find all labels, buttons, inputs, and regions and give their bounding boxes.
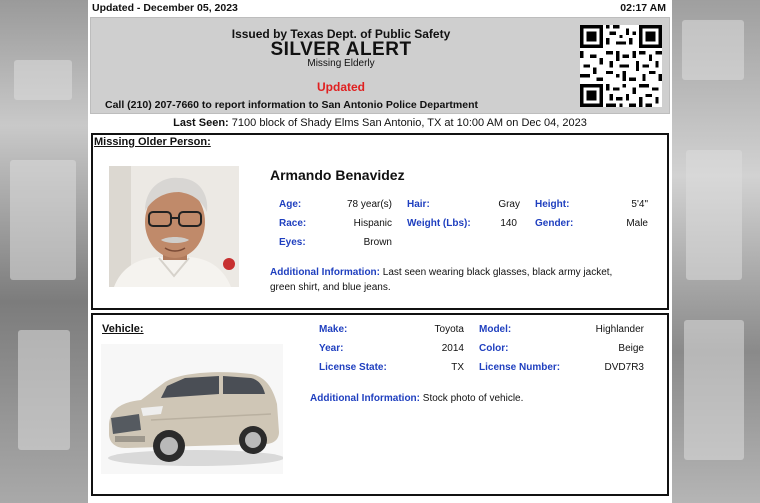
race-label: Race: [279, 218, 307, 229]
license-number-label: License Number: [479, 362, 561, 373]
qr-code-icon[interactable] [580, 25, 662, 107]
person-additional-text-1: Last seen wearing black glasses, black army jacket, [382, 267, 613, 278]
eyes-label: Eyes: [279, 237, 306, 248]
color-label: Color: [479, 343, 509, 354]
vehicle-photo [101, 344, 283, 474]
last-seen-line [88, 117, 672, 129]
vehicle-additional-label: Additional Information: [310, 393, 420, 404]
person-additional-text-2: green shirt, and blue jeans. [270, 282, 391, 293]
license-number-value: DVD7R3 [604, 362, 644, 373]
issued-by: Issued by Texas Dept. of Public Safety [231, 27, 451, 41]
last-seen-text: 7100 block of Shady Elms San Antonio, TX at 10:00 AM on Dec 04, 2023 [231, 117, 587, 129]
color-value: Beige [618, 343, 644, 354]
hair-value: Gray [498, 199, 520, 210]
person-name: Armando Benavidez [270, 167, 405, 183]
eyes-value: Brown [363, 237, 392, 248]
age-value: 78 year(s) [346, 199, 392, 210]
updated-date: Updated - December 05, 2023 [92, 2, 238, 14]
make-label: Make: [319, 324, 348, 335]
race-value: Hispanic [353, 218, 392, 229]
year-value: 2014 [441, 343, 464, 354]
alert-sheet [88, 0, 672, 503]
status-badge: Updated [317, 80, 365, 94]
blurred-background-right [672, 0, 760, 503]
missing-person-section-label: Missing Older Person: [94, 136, 211, 148]
call-info: Call (210) 207-7660 to report information to San Antonio Police Department [105, 99, 479, 111]
license-state-value: TX [451, 362, 464, 373]
license-state-label: License State: [319, 362, 387, 373]
age-label: Age: [279, 199, 302, 210]
alert-title: SILVER ALERT [270, 39, 412, 60]
last-seen-label: Last Seen: [173, 117, 229, 129]
gender-label: Gender: [535, 218, 574, 229]
hair-label: Hair: [407, 199, 430, 210]
missing-person-photo [109, 166, 239, 287]
vehicle-additional-text: Stock photo of vehicle. [422, 393, 524, 404]
model-value: Highlander [595, 324, 644, 335]
alert-header [90, 17, 670, 114]
weight-label: Weight (Lbs): [407, 218, 471, 229]
height-label: Height: [535, 199, 570, 210]
person-additional-info [270, 265, 650, 295]
year-label: Year: [319, 343, 344, 354]
person-additional-label: Additional Information: [270, 267, 380, 278]
updated-time: 02:17 AM [620, 2, 666, 14]
vehicle-additional-info [310, 391, 650, 406]
gender-value: Male [626, 218, 648, 229]
height-value: 5'4" [631, 199, 648, 210]
vehicle-section-label: Vehicle: [102, 323, 144, 335]
alert-subtitle: Missing Elderly [307, 58, 375, 69]
weight-value: 140 [500, 218, 517, 229]
model-label: Model: [479, 324, 512, 335]
top-bar [88, 0, 672, 17]
blurred-background-left [0, 0, 88, 503]
make-value: Toyota [434, 324, 464, 335]
